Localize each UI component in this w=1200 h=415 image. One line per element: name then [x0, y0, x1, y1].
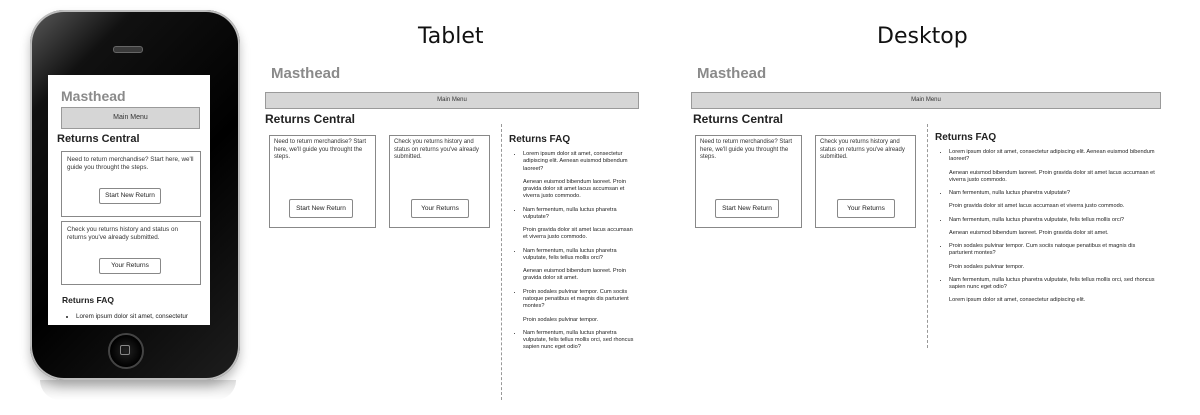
faq-question: • Nam fermentum, nulla luctus pharetra vulputate?	[523, 207, 637, 222]
desktop-label: Desktop	[877, 24, 968, 49]
start-new-return-button[interactable]: Start New Return	[99, 188, 161, 204]
masthead: Masthead	[61, 88, 126, 104]
faq-question: • Proin sodales pulvinar tempor. Cum sociis natoque penatibus et magnis dis parturient montes?	[949, 243, 1160, 258]
page-title: Returns Central	[693, 112, 784, 126]
faq-question: • Lorem ipsum dolor sit amet, consectetur	[76, 313, 202, 320]
faq-answer: Proin sodales pulvinar tempor.	[949, 263, 1025, 270]
phone-reflection	[40, 380, 236, 400]
faq-answer: Aenean euismod bibendum laoreet. Proin gravida dolor sit amet lacus accumsan et viverra justo commodo.	[523, 178, 626, 200]
faq-answer: Aenean euismod bibendum laoreet. Proin gravida dolor sit amet lacus accumsan et viverra justo commodo.	[949, 169, 1155, 183]
faq-answer: Proin gravida dolor sit amet lacus accumsan et viverra justo commodo.	[523, 227, 633, 241]
phone-speaker	[113, 46, 143, 53]
main-menu[interactable]: Main Menu	[265, 92, 639, 109]
return-card-text: Need to return merchandise? Start here, we'll guide you throught the steps.	[67, 156, 194, 171]
main-menu[interactable]: Main Menu	[691, 92, 1161, 109]
start-new-return-button[interactable]: Start New Return	[715, 199, 779, 218]
faq-title: Returns FAQ	[62, 295, 114, 305]
home-square-icon	[120, 345, 130, 355]
history-card-text: Check you returns history and status on returns you've already submitted.	[67, 226, 178, 241]
page-title: Returns Central	[265, 112, 356, 126]
return-card	[695, 135, 802, 228]
column-divider	[927, 124, 928, 348]
your-returns-button[interactable]: Your Returns	[411, 199, 469, 218]
masthead: Masthead	[697, 65, 767, 82]
faq-question: • Lorem ipsum dolor sit amet, consectetur adipiscing elit. Aenean euismod bibendum laoreet?	[523, 151, 637, 173]
faq-question: • Nam fermentum, nulla luctus pharetra vulputate, felis tellus mollis orci, sed rhoncus sapien nunc eget odio?	[523, 330, 637, 352]
history-card-text: Check you returns history and status on returns you've already submitted.	[394, 139, 479, 160]
faq-title: Returns FAQ	[935, 132, 997, 143]
return-card-text: Need to return merchandise? Start here, we'll guide you throught the steps.	[700, 139, 793, 160]
faq-question: • Nam fermentum, nulla luctus pharetra vulputate, felis tellus mollis orci, sed rhoncus sapien nunc eget odio?	[949, 277, 1160, 292]
faq-answer: Proin sodales pulvinar tempor.	[523, 316, 599, 323]
page-title: Returns Central	[57, 133, 140, 145]
faq-question: • Nam fermentum, nulla luctus pharetra vulputate?	[949, 190, 1160, 197]
faq-list	[62, 313, 202, 320]
column-divider	[501, 124, 502, 400]
main-menu[interactable]: Main Menu	[61, 107, 200, 129]
tablet-wireframe	[265, 60, 640, 400]
faq-answer: Lorem ipsum dolor sit amet, consectetur adipiscing elit.	[949, 297, 1086, 304]
faq-question: • Nam fermentum, nulla luctus pharetra vulputate, felis tellus mollis orci?	[523, 248, 637, 263]
faq-question: • Proin sodales pulvinar tempor. Cum sociis natoque penatibus et magnis dis parturient montes?	[523, 289, 637, 311]
history-card	[815, 135, 916, 228]
start-new-return-button[interactable]: Start New Return	[289, 199, 353, 218]
your-returns-button[interactable]: Your Returns	[99, 258, 161, 274]
return-card	[61, 151, 201, 217]
history-card-text: Check you returns history and status on returns you've already submitted.	[820, 139, 905, 160]
faq-question: • Lorem ipsum dolor sit amet, consectetur adipiscing elit. Aenean euismod bibendum laoreet?	[949, 149, 1160, 164]
return-card-text: Need to return merchandise? Start here, we'll guide you throught the steps.	[274, 139, 367, 160]
faq-title: Returns FAQ	[509, 134, 571, 145]
history-card	[61, 221, 201, 285]
your-returns-button[interactable]: Your Returns	[837, 199, 895, 218]
phone-screen	[48, 75, 210, 325]
faq-list	[509, 151, 637, 352]
masthead: Masthead	[271, 65, 341, 82]
return-card	[269, 135, 376, 228]
history-card	[389, 135, 490, 228]
desktop-wireframe	[691, 60, 1163, 360]
faq-list	[935, 149, 1160, 311]
faq-answer: Aenean euismod bibendum laoreet. Proin gravida dolor sit amet.	[523, 268, 626, 282]
tablet-label: Tablet	[418, 24, 484, 49]
faq-answer: Aenean euismod bibendum laoreet. Proin gravida dolor sit amet.	[949, 229, 1109, 236]
faq-answer: Proin gravida dolor sit amet lacus accumsan et viverra justo commodo.	[949, 203, 1125, 210]
faq-question: • Nam fermentum, nulla luctus pharetra vulputate, felis tellus mollis orci?	[949, 217, 1160, 224]
